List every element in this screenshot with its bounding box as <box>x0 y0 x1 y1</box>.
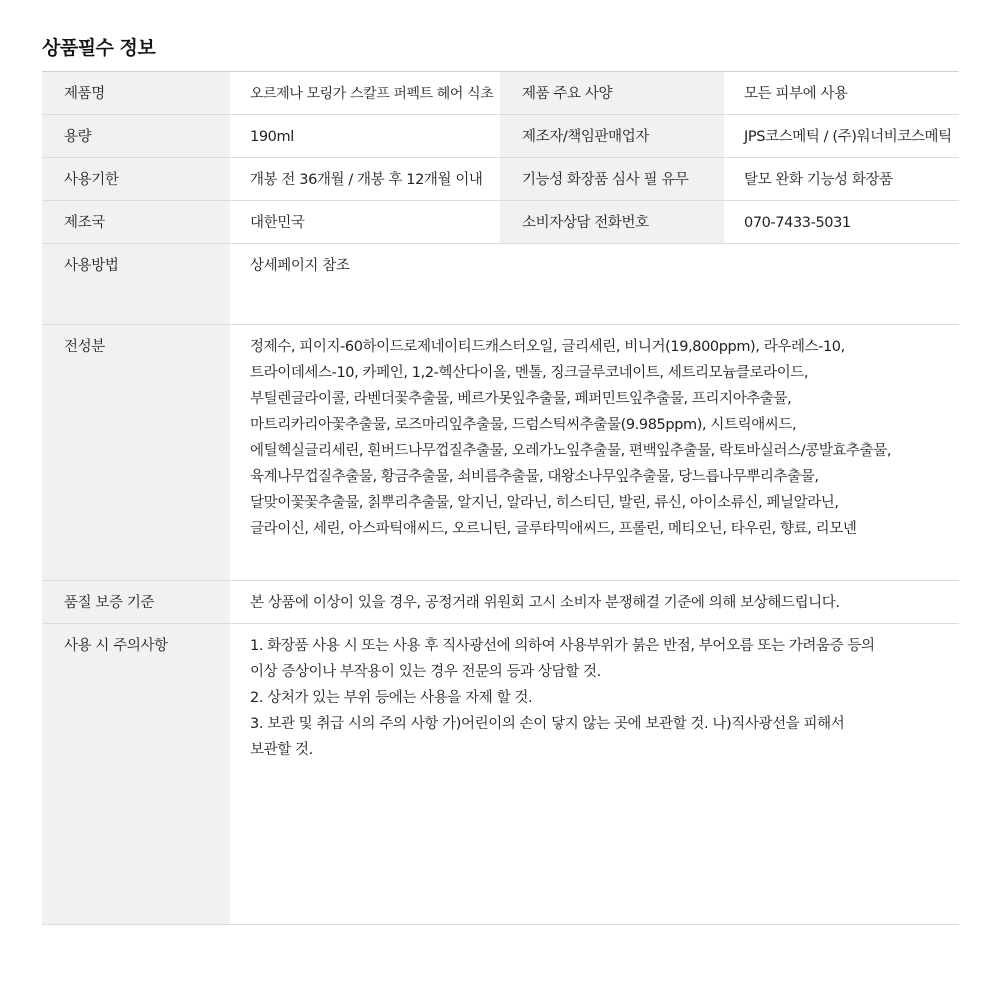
table-row <box>42 201 959 244</box>
table-row <box>42 624 959 925</box>
label-volume: 용량 <box>42 115 230 158</box>
label-functional-review: 기능성 화장품 심사 필 유무 <box>500 158 724 201</box>
label-caution: 사용 시 주의사항 <box>42 624 230 925</box>
value-main-spec: 모든 피부에 사용 <box>724 72 959 115</box>
value-ingredients <box>230 325 959 581</box>
value-consumer-phone: 070-7433-5031 <box>724 201 959 244</box>
value-product-name: 오르제나 모링가 스칼프 퍼펙트 헤어 식초 <box>230 72 500 115</box>
table-row <box>42 581 959 624</box>
label-country: 제조국 <box>42 201 230 244</box>
table-row <box>42 325 959 581</box>
product-info-table <box>42 71 959 925</box>
table-row <box>42 115 959 158</box>
label-manufacturer: 제조자/책임판매업자 <box>500 115 724 158</box>
table-row <box>42 72 959 115</box>
caution-line: 이상 증상이나 부작용이 있는 경우 전문의 등과 상담할 것. <box>250 664 601 680</box>
ingredients-line: 트라이데세스-10, 카페인, 1,2-헥산다이올, 멘톨, 징크글루코네이트, 세트리모늄클로라이드, <box>250 365 809 381</box>
label-main-spec: 제품 주요 사양 <box>500 72 724 115</box>
table-row <box>42 158 959 201</box>
value-caution <box>230 624 959 925</box>
section-title: 상품필수 정보 <box>42 37 156 59</box>
caution-line: 보관할 것. <box>250 742 313 758</box>
ingredients-line: 달맞이꽃꽃추출물, 칡뿌리추출물, 알지닌, 알라닌, 히스티딘, 발린, 류신, 아이소류신, 페닐알라닌, <box>250 495 839 511</box>
label-expiry: 사용기한 <box>42 158 230 201</box>
caution-line: 1. 화장품 사용 시 또는 사용 후 직사광선에 의하여 사용부위가 붉은 반점, 부어오름 또는 가려움증 등의 <box>250 638 875 654</box>
value-volume: 190ml <box>230 115 500 158</box>
ingredients-line: 정제수, 피이지-60하이드로제네이티드캐스터오일, 글리세린, 비니거(19,800ppm), 라우레스-10, <box>250 339 845 355</box>
ingredients-line: 육계나무껍질추출물, 황금추출물, 쇠비름추출물, 대왕소나무잎추출물, 당느릅나무뿌리추출물, <box>250 469 819 485</box>
table-row <box>42 244 959 325</box>
ingredients-line: 글라이신, 세린, 아스파틱애씨드, 오르니틴, 글루타믹애씨드, 프롤린, 메티오닌, 타우린, 향료, 리모넨 <box>250 521 857 537</box>
value-manufacturer: JPS코스메틱 / (주)워너비코스메틱 <box>724 115 959 158</box>
label-usage: 사용방법 <box>42 244 230 325</box>
label-product-name: 제품명 <box>42 72 230 115</box>
label-consumer-phone: 소비자상담 전화번호 <box>500 201 724 244</box>
value-usage: 상세페이지 참조 <box>230 244 959 325</box>
ingredients-line: 마트리카리아꽃추출물, 로즈마리잎추출물, 드럼스틱씨추출물(9.985ppm), 시트릭애씨드, <box>250 417 797 433</box>
ingredients-line: 부틸렌글라이콜, 라벤더꽃추출물, 베르가못잎추출물, 페퍼민트잎추출물, 프리지아추출물, <box>250 391 792 407</box>
value-quality: 본 상품에 이상이 있을 경우, 공정거래 위원회 고시 소비자 분쟁해결 기준에 의해 보상해드립니다. <box>230 581 959 624</box>
value-expiry: 개봉 전 36개월 / 개봉 후 12개월 이내 <box>230 158 500 201</box>
ingredients-line: 에틸헥실글리세린, 흰버드나무껍질추출물, 오레가노잎추출물, 편백잎추출물, 락토바실러스/콩발효추출물, <box>250 443 892 459</box>
label-quality: 품질 보증 기준 <box>42 581 230 624</box>
value-country: 대한민국 <box>230 201 500 244</box>
value-functional-review: 탈모 완화 기능성 화장품 <box>724 158 959 201</box>
caution-line: 2. 상처가 있는 부위 등에는 사용을 자제 할 것. <box>250 690 533 706</box>
label-ingredients: 전성분 <box>42 325 230 581</box>
caution-line: 3. 보관 및 취급 시의 주의 사항 가)어린이의 손이 닿지 않는 곳에 보관할 것. 나)직사광선을 피해서 <box>250 716 845 732</box>
